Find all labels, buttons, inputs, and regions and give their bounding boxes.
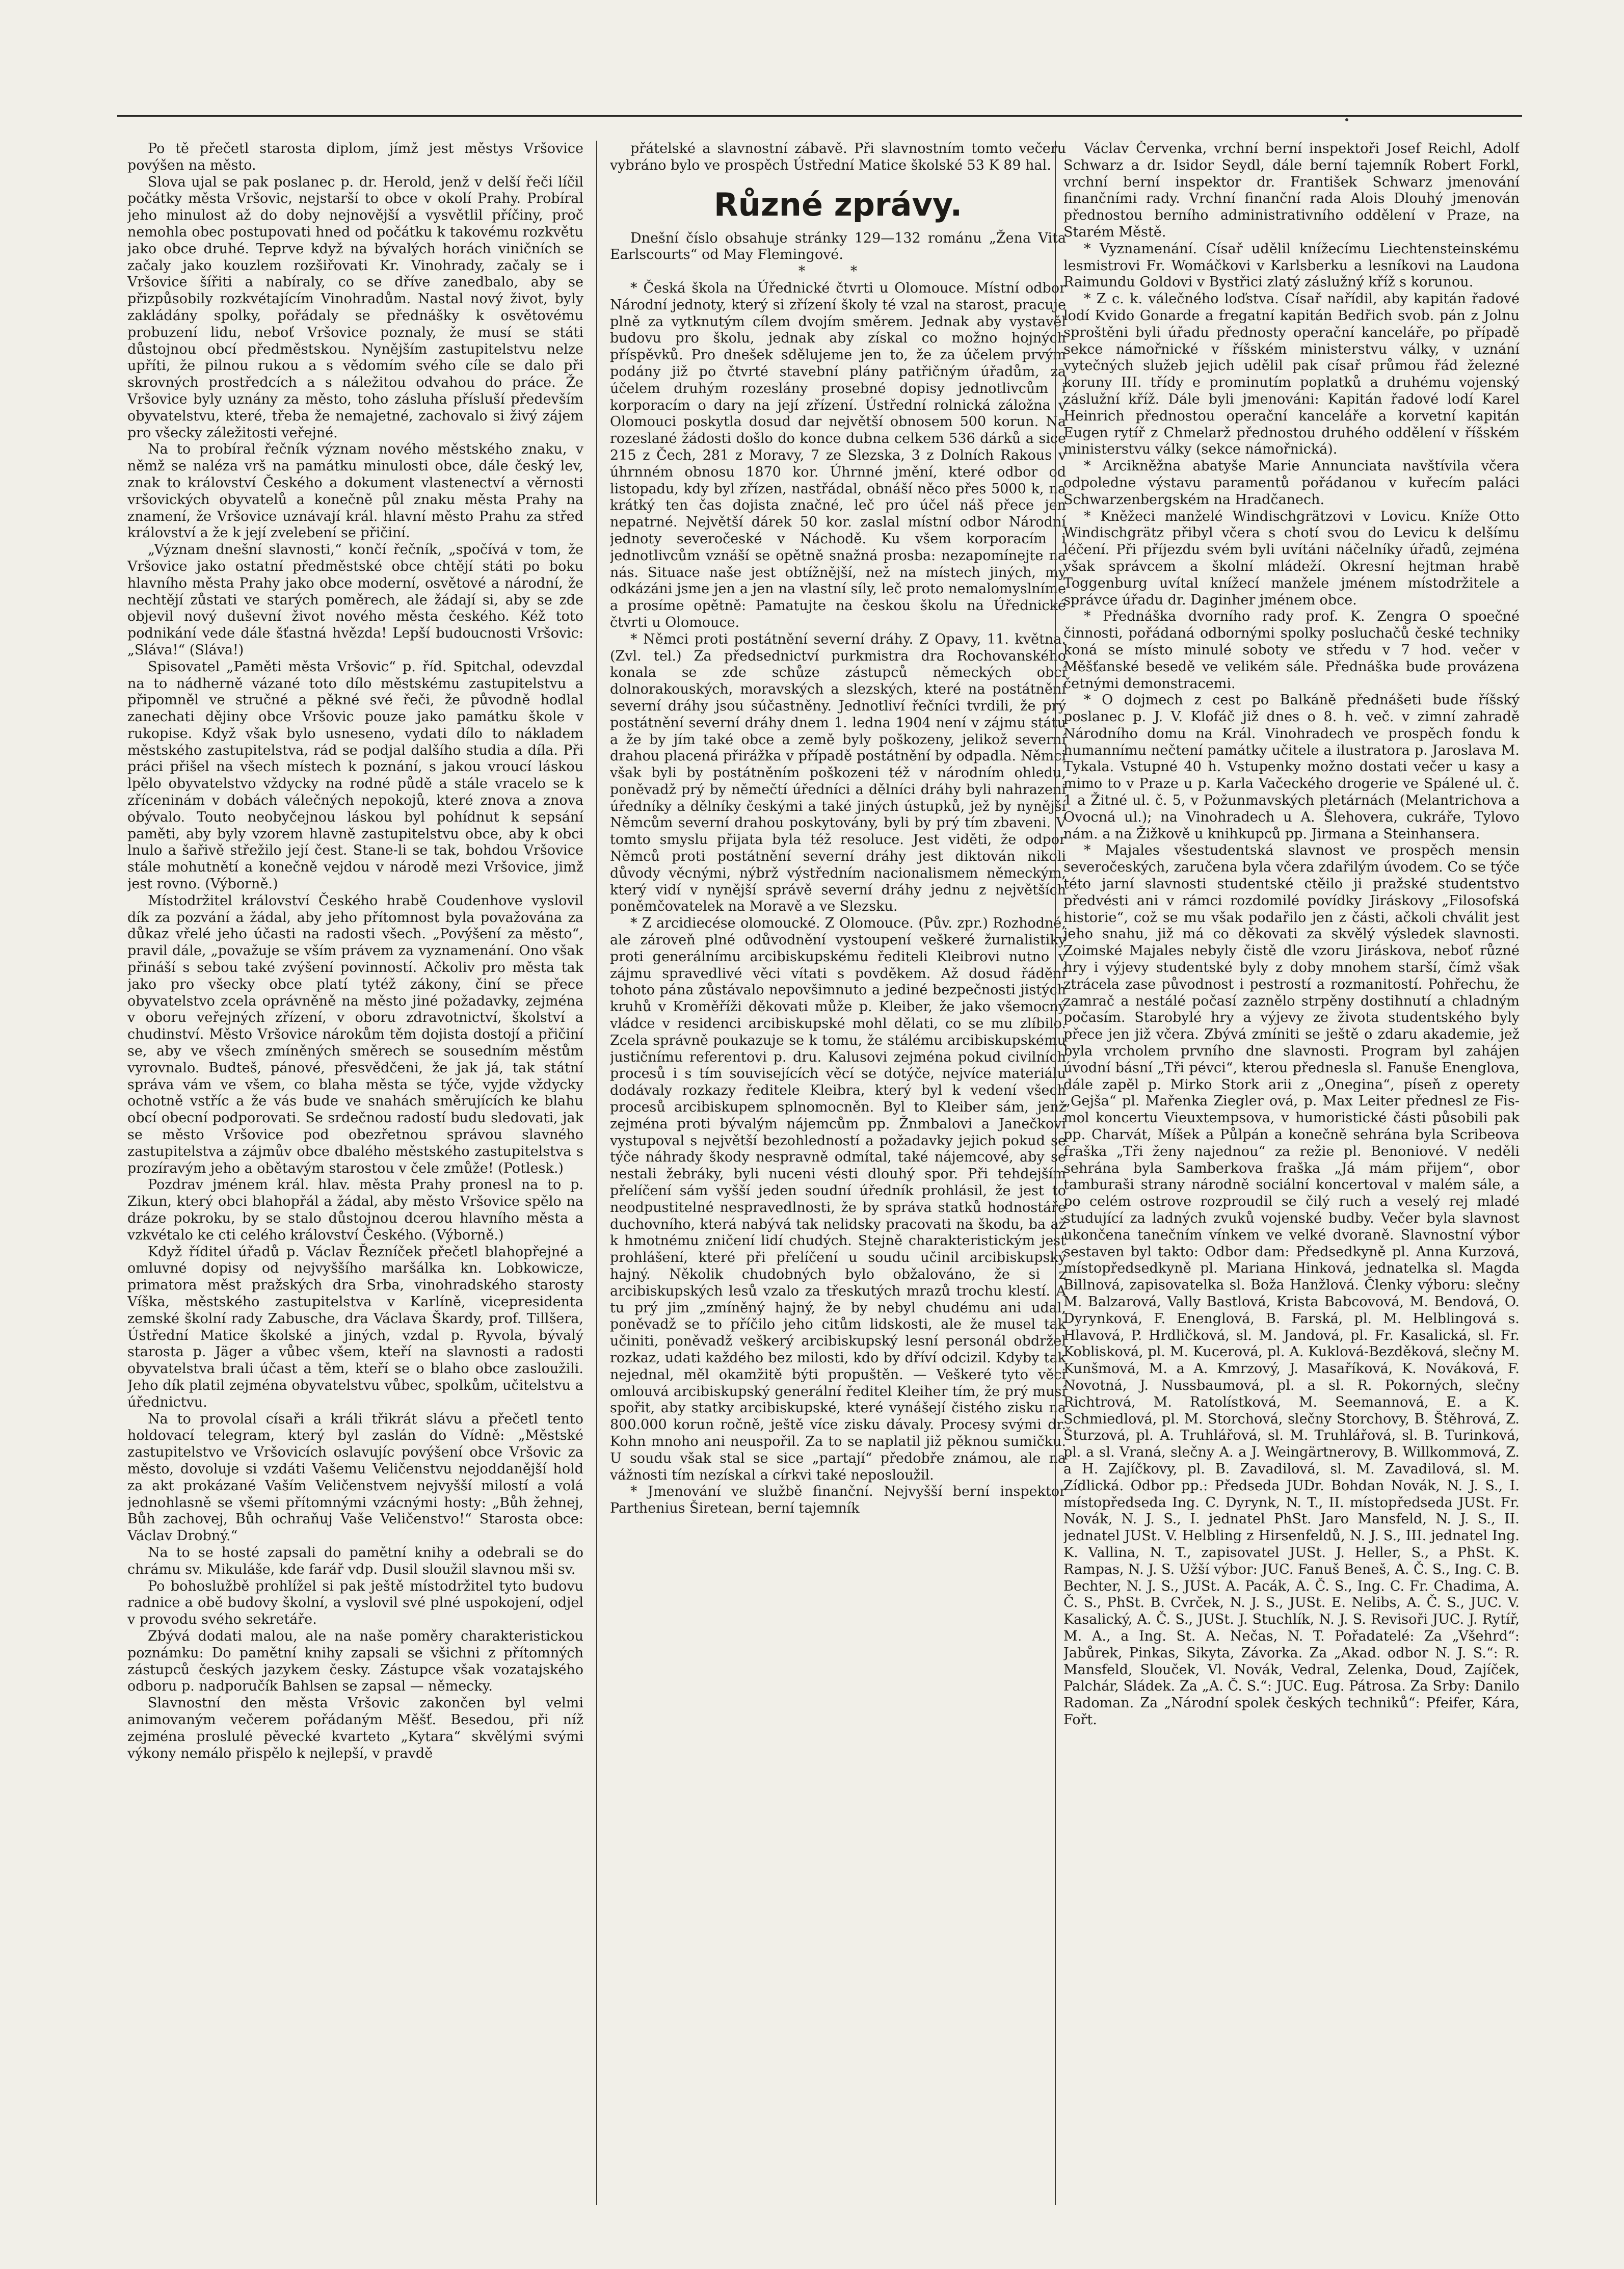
column-1 [127,141,583,2220]
paragraph: * Němci proti postátnění severní dráhy. Z Opavy, 11. května. (Zvl. tel.) Za předsednictví purkmistra dra Rochovanského konala se zde schůze zástupců německých obcí dolnorakouských, moravských a slezských, které na postátnění severní dráhy jsou súčastněny. Jednotliví řečníci tvrdili, že prý postátnění severní dráhy dnem 1. ledna 1904 není v zájmu státu a že by jím také obce a země byly poškozeny, jelikož severní drahou placená přirážka v případě postátnění by odpadla. Němci však byli by postátněním poškozeni též v národním ohledu, poněvadž prý by němečtí úředníci a dělníci dráhy byli nahrazeni úředníky a dělníky českými a také jiných ústupků, jež by nynější Němcům severní drahou poskytovány, byli by prý tím zbaveni. V tomto smyslu přijata byla též resoluce. Jest viděti, že odpor Němců proti postátnění severní dráhy jest diktován nikoli důvody věcnými, nýbrž výstředním nacionalismem německým, který vidí v nynější správě severní dráhy jednu z největších poněmčovatelek na Moravě a ve Slezsku. [610,631,1066,915]
column-2 [610,141,1066,2220]
separator-stars: * * [798,263,878,280]
paragraph: Po bohoslužbě prohlížel si pak ještě místodržitel tyto budovu radnice a obě budovy školní, a vyslovil své plné uspokojení, odjel v provodu svého sekretáře. [127,1578,583,1628]
paragraph: * Z arcidiecése olomoucké. Z Olomouce. (Pův. zpr.) Rozhodné, ale zároveň plné odůvodnění vystoupení veškeré žurnalistiky proti generálnímu arcibiskupskému řediteli Kleibrovi nutno v zájmu spravedlivé věci vítati s povděkem. Až dosud řádění tohoto pána zůstávalo nepovšimnuto a jediné bezpečnosti jistých kruhů v Kroměříži děkovati může p. Kleiber, že jako všemocný vládce v residenci arcibiskupské mohl dělati, co se mu zlíbilo. Zcela správně poukazuje se k tomu, že stálému arcibiskupskému justičnímu referentovi p. dru. Kalusovi zejména pokud civilních procesů i s tím souvisejících věcí se dotýče, nejvíce materiálu dodávaly rozkazy ředitele Kleibra, který byl k vedení všech procesů arcibiskupem splnomocněn. Byl to Kleiber sám, jenž zejména proti bývalým nájemcům pp. Žnmbalovi a Janečkovi vystupoval s největší bezohledností a požadavky jejich pokud se týče náhrady škody nespravně odmítal, také nájemcové, aby se nestali žebráky, byli nuceni vésti dlouhý spor. Při tehdejším přelíčení sám vyšší jeden soudní úředník prohlásil, že jest to neodpustitelné nespravedlnosti, že by správa statků hodnostáře duchovního, která nabývá tak nelidsky pracovati na škodu, ba až k hmotnému zničení lidí chudých. Stejně charakteristickým jest prohlášení, které při přelíčení u soudu učinil arcibiskupský hajný. Několik chudobných bylo obžalováno, že si z arcibiskupských lesů vzalo za třeskutých mrazů trochu klestí. A tu prý jim „zmíněný hajný, že by nebyl chudému ani udal, poněvadž se to příčilo jeho citům lidskosti, ale že musel tak učiniti, poněvadž veškerý arcibiskupský lesní personál obdržel rozkaz, udati každého bez milosti, kdo by dříví odcizil. Kdyby tak nejednal, měl okamžitě býti propuštěn. — Veškeré tyto věci omlouvá arcibiskupský generální ředitel Kleiher tím, že prý musí spořit, aby statky arcibiskupské, které vynášejí čistého zisku na 800.000 korun ročně, ještě více zisku dávaly. Procesy svými dr. Kohn mnoho ani neuspořil. Za to se naplatil již pěknou sumičku. U soudu však stal se sice „partají“ předobře známou, ale na vážnosti tím nezískal a církvi také neposloužil. [610,915,1066,1483]
top-rule [117,115,1522,117]
paragraph: Dnešní číslo obsahuje stránky 129—132 románu „Žena Vita Earlscourts“ od May Flemingové. [610,230,1066,263]
column-3 [1063,141,1520,2220]
section-heading: Různé zprávy. [713,186,963,223]
paragraph: * Kněžeci manželé Windischgrätzovi v Lovicu. Kníže Otto Windischgrätz přibyl včera s chotí svou do Levicu k delšímu léčení. Při příjezdu svém byli uvítáni náčelníky úřadů, zejména však správcem a školní mládeží. Okresní hejtman hrabě Toggenburg uvítal knížecí manžele jménem místodržitele a správce úřadu dr. Daginher jménem obce. [1063,508,1520,608]
paragraph: Na to provolal císaři a králi třikrát slávu a přečetl tento holdovací telegram, který byl zaslán do Vídně: „Městské zastupitelstvo ve Vršovicích oslavujíc povýšení obce Vršovic za město, dovoluje si vzdáti Vašemu Veličenstvu nejoddanější hold za akt prokázané Vaším Veličenstvem nejvyšší milostí a volá jednohlasně se všemi přítomnými vzácnými hosty: „Bůh žehnej, Bůh zachovej, Bůh ochraňuj Vaše Veličenstvo!“ Starosta obce: Václav Drobný.“ [127,1411,583,1544]
paragraph: * Arcikněžna abatyše Marie Annunciata navštívila včera odpoledne výstavu paramentů pořádanou v kuřecím paláci Schwarzenbergském na Hradčanech. [1063,458,1520,508]
paragraph: Václav Červenka, vrchní berní inspektoři Josef Reichl, Adolf Schwarz a dr. Isidor Seydl, dále berní tajemník Robert Forkl, vrchní berní inspektor dr. František Schwarz jmenování finančními rady. Vrchní finanční rada Alois Dlouhý jmenován přednostou berního administrativního oddělení v Praze, na Starém Městě. [1063,141,1520,240]
paragraph: Na to se hosté zapsali do pamětní knihy a odebrali se do chrámu sv. Mikuláše, kde farář vdp. Dusil sloužil slavnou mši sv. [127,1544,583,1577]
paragraph: Spisovatel „Paměti města Vršovic“ p. říd. Spitchal, odevzdal na to nádherně vázané toto dílo městskému zastupitelstvu a připomněl ve stručné a pěkné své řeči, že původně hodlal zanechati dějiny obce Vršovic pouze jako památku škole v rukopise. Když však bylo usneseno, vydati dílo to nákladem městského zastupitelstva, rád se podjal dalšího studia a díla. Při práci přišel na všech místech k poznání, s jakou vroucí láskou lpělo obyvatelstvo vždycky na rodné půdě a stále vracelo se k zříceninám v dobách válečných nepokojů, které znova a znova obývalo. Touto neobyčejnou láskou byl pohídnut k sepsání paměti, aby byly vzorem hlavně zastupitelstvu obce, aby k obci lnulo a šařivě střežilo její čest. Stane-li se tak, bohdou Vršovice stále mohutnětí a konečně vejdou v národě mezi Vršovice, jimž jest rovno. (Výborně.) [127,658,583,892]
paragraph: Slavnostní den města Vršovic zakončen byl velmi animovaným večerem pořádaným Měšť. Besedou, při níž zejména proslulé pěvecké kvarteto „Kytara“ skvělými svými výkony nemálo přispělo k nejlepší, v pravdě [127,1695,583,1761]
paragraph: * Vyznamenání. Císař udělil knížecímu Liechtensteinskému lesmistrovi Fr. Womáčkovi v Karlsberku a lesníkovi na Laudona Raimundu Goldovi v Bystřici zlatý záslužný kříž s korunou. [1063,241,1520,291]
paragraph: * Přednáška dvorního rady prof. K. Zengra O spoečné činnosti, pořádaná odbornými spolky posluchačů české techniky koná se místo minulé soboty ve středu v 7 hod. večer v Měšťanské besedě ve velikém sále. Přednáška bude provázena četnými demonstracemi. [1063,609,1520,692]
paragraph: „Význam dnešní slavnosti,“ končí řečník, „spočívá v tom, že Vršovice jako ostatní předměstské obce chtějí státi po boku hlavního města Prahy jako obce moderní, osvětové a národní, že nechtějí zůstati ve starých poměrech, ale žádají si, aby se zde objevil nový duševní život nového města českého. Kéž toto podnikání vede dále šťastná hvězda! Lepší budoucnosti Vršovic: „Sláva!“ (Sláva!) [127,542,583,658]
paragraph: Slova ujal se pak poslanec p. dr. Herold, jenž v delší řeči líčil počátky města Vršovic, nejstarší to obce v okolí Prahy. Probíral jeho minulost až do doby nejnovější a vysvětlil příčiny, proč nemohla obec postupovati hned od počátku k takovému rozkvětu jako obce druhé. Teprve když na bývalých horách viničních se začaly jako kouzlem rozšiřovati Kr. Vinohrady, začaly se i Vršovice šířiti a nabíraly, co se dříve zanedbalo, aby se přizpůsobily rozkvétajícím Vinohradům. Nastal nový život, byly zakládány spolky, pořádaly se přednášky k osvětovému probuzení lidu, neboť Vršovice poznaly, že musí se státi důstojnou obcí předměstskou. Nynějším zastupitelstvu nelze upříti, že pilnou rukou a s vědomím svého cíle se dalo při skrovných prostředcích a s náležitou odvahou do práce. Že Vršovice byly uznány za město, toho zásluha přísluší především obyvatelstvu, které, třeba že nemajetné, zachovalo si živý zájem pro všecky záležitosti veřejné. [127,174,583,441]
paragraph: Místodržitel království Českého hrabě Coudenhove vyslovil dík za pozvání a žádal, aby jeho přítomnost byla považována za důkaz vřelé jeho účasti na radosti všech. „Povýšení za město“, pravil dále, „považuje se vším právem za vyznamenání. Ono však přináší s sebou také zvýšení povinností. Ačkoliv pro města tak jako pro všecky obce platí tytéž zákony, činí se přece obyvatelstvo zcela oprávněně na město jiné požadavky, zejména v oboru veřejných zřízení, v oboru zdravotnictví, školství a chudinství. Město Vršovice nárokům těm dojista dostojí a přičiní se, aby ve všech zmíněných směrech se sousedním městům vyrovnalo. Budteš, pánové, přesvědčeni, že jak já, tak státní správa vám ve všem, co blaha města se týče, vyjde vždycky ochotně vstříc a že vás bude ve snahách směrujících ke blahu obcí obecní podporovati. Se srdečnou radostí budu sledovati, jak se město Vršovice pod obezřetnou správou slavného zastupitelstva a zájmův obce dbalého městského zastupitelstva s prozíravým jeho a obětavým starostou v čele zmůže! (Potlesk.) [127,892,583,1176]
paragraph: Když říditel úřadů p. Václav Řezníček přečetl blahopřejné a omluvné dopisy od nejvyššího maršálka kn. Lobkowicze, primatora měst pražských dra Srba, vinohradského starosty Víška, městského zastupitelstva v Karlíně, vicepresidenta zemské školní rady Zabusche, dra Václava Škardy, prof. Tillšera, Ústřední Matice školské a jiných, vzdal p. Ryvola, bývalý starosta p. Jäger a vůbec všem, kteří na slavnosti a radosti obyvatelstva brali účast a těm, kteří se o blaho obce zasloužili. Jeho dík platil zejména obyvatelstvu vůbec, spolkům, učitelstvu a úřednictvu. [127,1244,583,1410]
column-divider [596,141,597,2205]
paragraph: Pozdrav jménem král. hlav. města Prahy pronesl na to p. Zikun, který obci blahopřál a žádal, aby město Vršovice spělo na dráze pokroku, by se stalo důstojnou dcerou hlavního města a vzkvétalo ke cti celého království Českého. (Výborně.) [127,1177,583,1243]
paragraph: * Majales všestudentská slavnost ve prospěch mensin severočeských, zaručena byla včera zdařilým úvodem. Co se týče této jarní slavnosti studentské ctěilo ji pražské studentstvo předvésti ani v rámci rozdomilé povídky Jiráskovy „Filosofská historie“, což se mu však podařilo jen z části, ačkoli chválit jest jeho snahu, již má co děkovati za skvělý výsledek slavnosti. Zoimské Majales nebyly čistě dle vzoru Jiráskova, neboť různé hry i výjevy studentské byly z doby mnohem starší, čímž však ztrácela zase původnost i pestrostí a rozmanitostí. Pohřechu, že zamrač a nestálé počasí zaznělo strpěny dostihnutí a chladným počasím. Starobylé hry a výjevy ze života studentského byly přece jen již včera. Zbývá zmíniti se ještě o zdaru akademie, jež byla vrcholem prvního dne slavnosti. Program byl zahájen úvodní básní „Tři pévci“, kterou přednesla sl. Fanuše Enenglova, dále zapěl p. Mirko Stork arii z „Onegina“, píseň z operety „Gejša“ pl. Mařenka Ziegler ová, p. Max Leiter přednesl ze Fis-mol koncertu Vieuxtempsova, v humoristické části působili pak pp. Charvát, Míšek a Půlpán a konečně sehrána byla Scribeova fraška „Tři ženy najednou“ za režie pl. Benoniové. V neděli sehrána byla Samberkova fraška „Já mám přijem“, obor tamburaši strany národně sociální koncertoval v malém sále, a po celém ostrove rozproudil se čilý ruch a veselý rej mladé studující za ladných zvuků vojenské budby. Večer byla slavnost ukončena tanečním vínkem ve velké dvoraně. Slavnostní výbor sestaven byl takto: Odbor dam: Předsedkyně pl. Anna Kurzová, místopředsedkyně pl. Mariana Hinková, jednatelka sl. Magda Billnová, zapisovatelka sl. Boža Hanžlová. Členky výboru: slečny M. Balzarová, Vally Bastlová, Krista Babcovová, M. Bendová, O. Dyrynková, F. Enenglová, B. Farská, pl. M. Helblingová s. Hlavová, P. Hrdličková, sl. M. Jandová, pl. Fr. Kasalická, sl. Fr. Koblisková, pl. M. Kucerová, pl. A. Kuklová-Bezděková, slečny M. Kunšmová, M. a A. Kmrzový, J. Masaříková, K. Nováková, F. Novotná, J. Nussbaumová, pl. a sl. R. Pokorných, slečny Richtrová, M. Ratolístková, M. Seemannová, E. a K. Schmiedlová, pl. M. Storchová, slečny Storchovy, B. Štěhrová, Z. Šturzová, pl. A. Truhlářová, sl. M. Truhlářová, sl. B. Turinková, pl. a sl. Vraná, slečny A. a J. Weingärtnerovy, B. Willkommová, Z. a H. Zajíčkovy, pl. B. Zavadilová, sl. M. Zavadilová, sl. M. Zídlická. Odbor pp.: Předseda JUDr. Bohdan Novák, N. J. S., I. místopředseda Ing. C. Dyrynk, N. T., II. místopředseda JUSt. Fr. Novák, N. J. S., I. jednatel PhSt. Jaro Mansfeld, N. J. S., II. jednatel JUSt. V. Helbling z Hirsenfeldů, N. J. S., III. jednatel Ing. K. Vallina, N. T., zapisovatel JUSt. J. Heller, S., a PhSt. K. Rampas, N. J. S. Užší výbor: JUC. Fanuš Beneš, A. Č. S., Ing. C. B. Bechter, N. J. S., JUSt. A. Pacák, A. Č. S., Ing. C. Fr. Chadima, A. Č. S., PhSt. B. Cvrček, N. J. S., JUSt. E. Nelibs, A. Č. S., JUC. V. Kasalický, A. Č. S., JUSt. J. Stuchlík, N. J. S. Revisoři JUC. J. Rytíř, M. A., a Ing. St. A. Nečas, N. T. Pořadatelé: Za „Všehrd“: Jabůrek, Pinkas, Sikyta, Závorka. Za „Akad. odbor N. J. S.“: R. Mansfeld, Slouček, Vl. Novák, Vedral, Zelenka, Doud, Zajíček, Palchár, Sládek. Za „A. Č. S.“: JUC. Eug. Pátrosa. Za Srby: Danilo Radoman. Za „Národní spolek českých techniků“: Pfeifer, Kára, Fořt. [1063,842,1520,1728]
paragraph: * Jmenování ve službě finanční. Nejvyšší berní inspektor Parthenius Širetean, berní tajemník [610,1484,1066,1517]
paragraph: Po tě přečetl starosta diplom, jímž jest městys Vršovice povýšen na město. [127,141,583,173]
paragraph: Zbývá dodati malou, ale na naše poměry charakteristickou poznámku: Do pamětní knihy zapsali se všichni z přítomných zástupců českých jazykem česky. Zástupce však vozatajského odboru p. nadporučík Bahlsen se zapsal — německy. [127,1628,583,1695]
paragraph: * Česká škola na Úřednické čtvrti u Olomouce. Místní odbor Národní jednoty, který si zřízení školy té vzal na starost, pracuje plně za vytknutým cílem dvojím směrem. Jednak aby vystavěl budovu pro školu, jednak aby získal co možno hojných příspěvků. Pro dnešek sdělujeme jen to, že za účelem prvým podány již po čtvrté stavební plány patřičným úřadům, za účelem druhým rozeslány prosebné dopisy jednotlivcům i korporacím o dary na její zřízení. Ústřední rolnická záložna v Olomouci poskytla dosud dar největší obnosem 500 korun. Na rozeslané žádosti došlo do konce dubna celkem 536 dárků a sice 215 z Čech, 281 z Moravy, 7 ze Slezska, 3 z Dolních Rakous v úhrnném obnosu 1870 kor. Úhrnné jmění, které odbor od listopadu, kdy byl zřízen, nastřádal, obnáší něco přes 5000 k, na krátký ten čas dojista značné, leč pro účel náš přece jen nepatrné. Největší dárek 50 kor. zaslal místní odbor Národní jednoty severočeské v Náchodě. Ku všem korporacím i jednotlivcům vznáší se opětně snažná prosba: nezapomínejte na nás. Situace naše jest obtížnější, než na místech jiných, my odkázáni jsme jen a jen na vlastní síly, leč proto nemalomyslníme a prosíme opětně: Pamatujte na českou školu na Úřednické čtvrti u Olomouce. [610,280,1066,630]
ink-speck [1345,118,1348,121]
paragraph: Na to probíral řečník význam nového městského znaku, v němž se naléza vrš na památku minulosti obce, dále český lev, znak to království Českého a dokument vlastenectví a věrnosti vršovických obyvatelů a konečně půl znaku města Prahy na znamení, že Vršovice uznávají král. hlavní město Prahu za střed království a že k její zvelebení se přičiní. [127,441,583,541]
paragraph: * Z c. k. válečného loďstva. Císař nařídil, aby kapitán řadové lodí Kvido Gonarde a fregatní kapitán Bedřich svob. pán z Jolnu sproštěni byli úřadu přednosty operační kanceláře, po případě sekce námořnické v říšském ministerstvu války, v uznání vytečných služeb jejich udělil pak císař průmou řád železné koruny III. třídy e prominutím poplatků a druhému vojenský záslužní kříž. Dále byli jmenováni: Kapitán řadové lodí Karel Heinrich přednostou operační kanceláře a korvetní kapitán Eugen rytíř z Chmelarž přednostou druhého oddělení v říšském ministerstvu války (sekce námořnická). [1063,291,1520,458]
paragraph: přátelské a slavnostní zábavě. Při slavnostním tomto večeru vybráno bylo ve prospěch Ústřední Matice školské 53 K 89 hal. [610,141,1066,173]
column-divider [1055,141,1056,2205]
paragraph: * O dojmech z cest po Balkáně přednášeti bude říšský poslanec p. J. V. Klofáč již dnes o 8. h. več. v zimní zahradě Národního domu na Král. Vinohradech ve prospěch fondu k humannímu nečtení památky učitele a ilustratora p. Jaroslava M. Tykala. Vstupné 40 h. Vstupenky možno dostati večer u kasy a mimo to v Praze u p. Karla Vačeckého drogerie ve Spálené ul. č. 1 a Žitné ul. č. 5, v Požunmavských pletárnách (Melantrichova a Ovocná ul.); na Vinohradech u A. Šlehovera, cukráře, Tylovo nám. a na Žižkově u knihkupců pp. Jirmana a Steinhansera. [1063,692,1520,842]
